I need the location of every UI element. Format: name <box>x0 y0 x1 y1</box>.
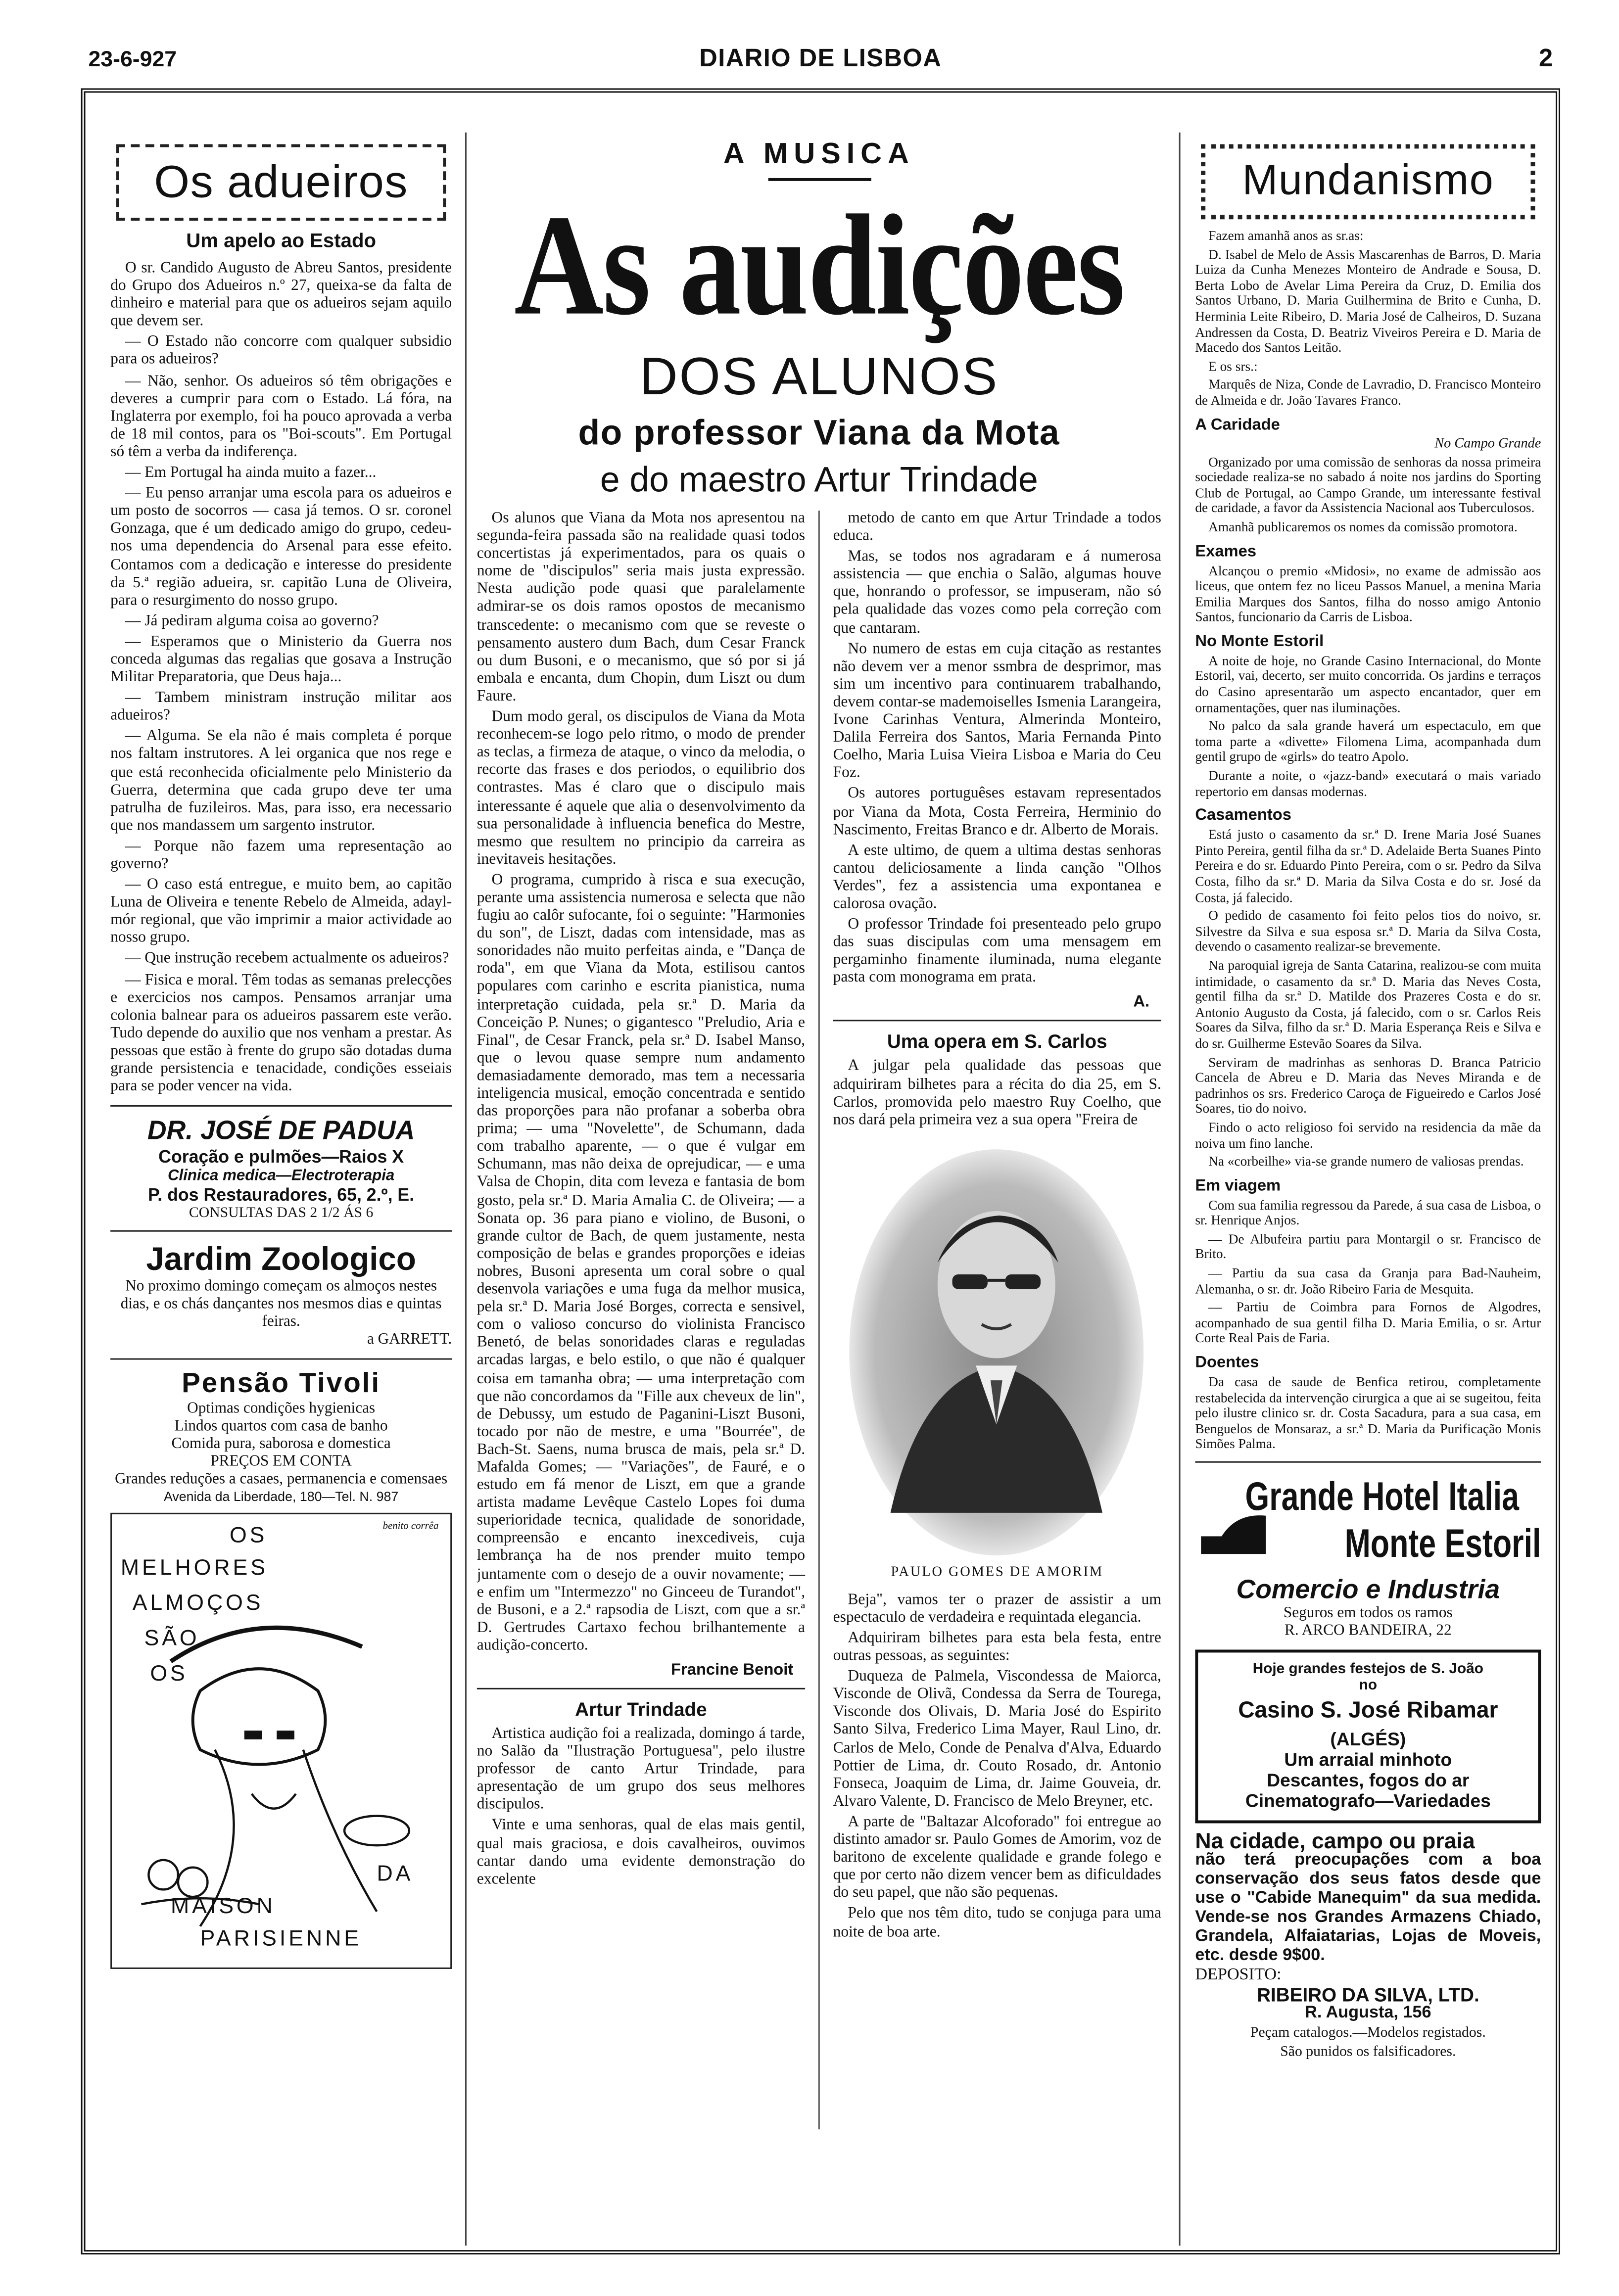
ad-text: No proximo domingo começam os almoços nestes dias, e os chás dançantes nos mesmos dias e quintas feiras. <box>120 1279 442 1331</box>
ad-line: (ALGÉS) <box>1330 1729 1406 1750</box>
article-body <box>110 260 452 1096</box>
section-title: Mundanismo <box>1242 157 1494 205</box>
paragraph: — Alguma. Se ela não é mais completa é porque nos faltam instrutores. A lei organica que nos rege e que está reconhecida oficialmente pelo Ministerio da Guerra, determina que cada grupo deve ter uma patrulha de fuzileiros. Mas, para isso, era necessario que nos mandassem um sargento instrutor. <box>110 729 452 835</box>
article-viana-da-mota <box>477 511 805 1892</box>
column-rule <box>1179 133 1181 2246</box>
paragraph: A julgar pela qualidade das pessoas que adquiriram bilhetes para a récita do dia 25, em S. Carlos, promovida pelo maestro Ruy Coelho, que nos dará pela primeira vez a sua opera "Freira de <box>833 1059 1161 1128</box>
paragraph: Marquês de Niza, Conde de Lavradio, D. Francisco Monteiro de Almeida e dr. João Tavares Franco. <box>1195 377 1541 408</box>
ad-line: Lindos quartos com casa de banho <box>174 1419 388 1435</box>
section-heading: A MUSICA <box>723 138 915 171</box>
masthead <box>88 41 1553 85</box>
newspaper-name: DIARIO DE LISBOA <box>699 44 942 72</box>
ad-line: Seguros em todos os ramos <box>1283 1605 1453 1622</box>
paragraph: — Partiu de Coimbra para Fornos de Algodres, acompanhado de sua gentil filha D. Maria Emilia, o sr. Artur Corte Real Pais de Faria. <box>1195 1300 1541 1346</box>
paragraph: A noite de hoje, no Grande Casino Internacional, do Monte Estoril, vai, decerto, ser muito concorrida. Os jardins e terraços do Casino apresentarão um aspecto encantador, quer em ornamentações, quer nas iluminações. <box>1195 653 1541 715</box>
section-title: Os adueiros <box>154 156 408 208</box>
article-heading: Artur Trindade <box>575 1698 707 1721</box>
paragraph: Organizado por uma comissão de senhoras da nossa primeira sociedade realiza-se no sabado á noite nos jardins do Sporting Club de Portugal, ao Campo Grande, um interessante festival de caridade, a favor da Assistencia Nacional aos Tuberculosos. <box>1195 454 1541 516</box>
divider <box>1195 1461 1541 1463</box>
paragraph: O sr. Candido Augusto de Abreu Santos, presidente do Grupo dos Adueiros n.º 27, queixa-se da falta de dinheiro e material para que os adueiros sejam aquilo que devem ser. <box>110 260 452 330</box>
illus-text: DA <box>377 1862 414 1887</box>
paragraph: — Que instrução recebem actualmente os adueiros? <box>125 951 449 968</box>
paragraph: Serviram de madrinhas as senhoras D. Branca Patricio Cancela de Abreu e D. Maria das Neves Miranda e de padrinhos os srs. Frederico Caroça de Figueiredo e Carlos José Soares, tio do noivo. <box>1195 1054 1541 1116</box>
ad-name: Jardim Zoologico <box>146 1241 416 1278</box>
ad-tivoli <box>110 1369 452 1504</box>
column-rule <box>818 511 820 2129</box>
ad-line: Clinica medica—Electroterapia <box>168 1167 395 1185</box>
paragraph: — Fisica e moral. Têm todas as semanas prelecções e exercicios nos campos. Pensamos arranjar uma colonia balnear para os adueiros passarem este verão. Tudo depende do auxilio que nos venham a prestar. As pessoas que estão à frente do grupo são dotadas duma grande persistencia e tenacidade, condições esseiais para se poder vencer na vida. <box>110 972 452 1095</box>
paragraph: Os alunos que Viana da Mota nos apresentou na segunda-feira passada são na realidade quasi todos concertistas já experimentados, para os quais o nome de "discipulos" seria mais justa expressão. Nesta audição pode quasi que paralelamente admirar-se os dois ramos opostos de mecanismo transcedente: o mecanismo com que se reveste o pensamento austero dum Bach, dum Cesar Franck ou dum Busoni, e o mecanismo, que só por si já embala e encanta, dum Chopin, dum Liszt ou dum Faure. <box>476 511 806 705</box>
divider <box>477 1688 805 1689</box>
ad-text: não terá preocupações com a boa conservação dos seus fatos desde que use o "Cabide Manequim" da sua medida. Vende-se nos Grandes Armazens Chiado, Grandela, Alfaiatarias, Lojas de Moveis, etc. desde 9$00. <box>1195 1851 1541 1965</box>
paragraph: Amanhã publicaremos os nomes da comissão promotora. <box>1208 519 1518 534</box>
ad-line: Hoje grandes festejos de S. João <box>1252 1661 1483 1678</box>
paragraph: — De Albufeira partiu para Montargil o sr. Francisco de Brito. <box>1195 1231 1541 1262</box>
subsection-heading: A Caridade <box>1195 416 1280 434</box>
center-column <box>477 133 1161 2246</box>
paragraph: No palco da sala grande haverá um espectaculo, em que toma parte a «divette» Filomena Lima, acompanhada dum gentil grupo de «girls» do teatro Apolo. <box>1195 718 1541 765</box>
paragraph: Beja", vamos ter o prazer de assistir a um espectaculo de verdadeira e requintada elegancia. <box>833 1592 1161 1626</box>
paragraph: A este ultimo, de quem a ultima destas senhoras cantou deliciosamente a linda canção "Olhos Verdes", fez a assistencia uma expontanea e calorosa ovação. <box>833 843 1161 913</box>
subsection-heading: Casamentos <box>1195 806 1291 825</box>
subheadline: DOS ALUNOS <box>639 346 999 406</box>
divider <box>110 1106 452 1107</box>
paragraph: Artistica audição foi a realizada, domingo á tarde, no Salão da "Ilustração Portuguesa", pelo ilustre professor de canto Artur Trindade, para apresentação de um grupo dos seus melhores discipulos. <box>476 1726 806 1814</box>
article-artur-trindade <box>833 511 1161 1945</box>
paragraph: Alcançou o premio «Midosi», no exame de admissão aos liceus, que ontem fez no liceu Passos Manuel, a menina Maria Emilia Marques dos Santos, filha do nosso amigo Antonio Santos, funcionario da Carris de Lisboa. <box>1195 562 1541 625</box>
right-column <box>1195 133 1541 2246</box>
paragraph: — Não, senhor. Os adueiros só têm obrigações e deveres a cumprir para com o Estado. Lá fóra, na Inglaterra por exemplo, foi ha pouco aprovada a verba de 18 mil contos, para os "Boi-scouts". Em Portugal só têm a verba da indiferença. <box>110 373 452 461</box>
ad-grande-hotel <box>1195 1474 1541 1565</box>
byline: Francine Benoit <box>671 1661 794 1679</box>
photo-caption: PAULO GOMES DE AMORIM <box>891 1565 1104 1581</box>
illustrator-credit: benito corrêa <box>382 1520 439 1533</box>
paragraph: A parte de "Baltazar Alcoforado" foi entregue ao distinto amador sr. Paulo Gomes de Amorim, voz de baritono de excelente qualidade e grande folego e que por certo não dizem vencer bem as dificuldades do seu papel, que não são pequenas. <box>833 1814 1161 1902</box>
ad-padua <box>110 1116 452 1221</box>
paragraph: — Porque não fazem uma representação ao governo? <box>110 839 452 873</box>
maison-parisienne-illustration <box>110 1513 452 1969</box>
paragraph: Durante a noite, o «jazz-band» executará o mais variado repertorio em dansas modernas. <box>1195 768 1541 799</box>
paragraph: O pedido de casamento foi feito pelos tios do noivo, sr. Silvestre da Silva e sua esposa sr.ª D. Maria da Silva Costa, devendo o casamento realizar-se brevemente. <box>1195 908 1541 954</box>
ad-address: R. Augusta, 156 <box>1305 2004 1431 2022</box>
divider <box>767 178 870 181</box>
article-heading: Uma opera em S. Carlos <box>887 1031 1107 1053</box>
paragraph: metodo de canto em que Artur Trindade a todos educa. <box>833 511 1161 545</box>
page-number: 2 <box>1538 44 1553 72</box>
ad-line: Coração e pulmões—Raios X <box>158 1146 404 1168</box>
paragraph: — Tambem ministram instrução militar aos adueiros? <box>110 690 452 725</box>
subsection-heading: No Monte Estoril <box>1195 632 1324 651</box>
paragraph: D. Isabel de Melo de Assis Mascarenhas de Barros, D. Maria Luiza da Cunha Menezes Monteiro de Andrade e Sousa, D. Berta Lobo de Avelar Lima Pereira da Cruz, D. Emilia dos Santos Urbano, D. Maria Guilhermina de Brito e Cunha, D. Herminia Leite Ribeiro, D. Maria José de Calheiros, D. Suzana Andressen da Costa, D. Beatriz Viveiros Pereira e D. Maria de Macedo dos Santos Leitão. <box>1195 246 1541 355</box>
article-kicker: Um apelo ao Estado <box>186 230 377 252</box>
ad-comercio <box>1195 1575 1541 1641</box>
paragraph: Pelo que nos têm dito, tudo se conjuga para uma noite de boa arte. <box>833 1906 1161 1940</box>
ad-name: Comercio e Industria <box>1236 1574 1500 1604</box>
ad-name: Pensão Tivoli <box>182 1368 381 1400</box>
paragraph: — Esperamos que o Ministerio da Guerra nos conceda algumas das regalias que gosava a Instrução Militar Preparatoria, que Deus haja... <box>110 634 452 686</box>
paragraph: Adquiriram bilhetes para esta bela festa, entre outras pessoas, as seguintes: <box>833 1630 1161 1665</box>
paragraph: — O caso está entregue, e muito bem, ao capitão Luna de Oliveira e tenente Rebelo de Almeida, adayl-mór regional, que vão imprimir a maior actividade ao nosso grupo. <box>110 877 452 947</box>
paragraph: No numero de estas em cuja citação as restantes não devem ver a menor ssmbra de desprimor, mas sim um incentivo para continuarem trabalhando, devem contar-se mademoiselles Ismenia Larangeira, Ivone Carinhas Ventura, Almerinda Monteiro, Dalila Ferreira dos Santos, Maria Fernanda Pinto Coelho, Maria Luisa Vieira Lisboa e Maria do Ceu Foz. <box>833 641 1161 782</box>
paragraph: O programa, cumprido à risca e sua execução, perante uma assistencia numerosa e selecta que não fugiu ao calôr sufocante, foi o seguinte: "Harmonies du son", de Liszt, dadas com intensidade, mas as sonoridades não muito perfeitas ainda, e "Dança de roda", em que Viana da Mota, estilisou cantos populares com carinho e escrita pianistica, numa interpretação cuidada, pela sr.ª D. Maria da Conceição P. Nunes; o gigantesco "Preludio, Aria e Final", de Cesar Franck, pela sr.ª D. Isabel Manso, que o levou quase sempre num andamento demasiadamente demorado, mas tem a necessaria inteligencia musical, emoção concentrada e sentido das proporções para não profanar a soberba obra prima; — uma "Novelette", de Schumann, dada com trabalho aparente, — o que é vulgar em Schumann, mas não deixa de oprejudicar, — e uma Valsa de Chopin, dita com leveza e fantasia de bom gosto, pela sr.ª D. Maria Amalia C. de Oliveira; — a Sonata op. 36 para piano e violino, de Busoni, o grande cultor de Bach, de quem justamente, nesta composição de belas e grandes proporções e ideias nobres, Busoni apresenta um coral sobre o qual desenvola variações e uma fuga da melhor musica, pela sr.ª D. Maria José Borges, correcta e sensivel, com o valioso concurso do violinista Francisco Benetó, de belas sonoridades claras e reguladas arcadas largas, e belo estilo, o que não é qualquer coisa em tamanha obra; — uma interpretação com que não concordamos da "Fille aux cheveux de lin", de Debussy, um estudo de Paganini-Liszt Busoni, tocado por não de mestre, e uma "Bourrée", de Bach-St. Saens, numa brusca de mais, pela sr.ª D. Mafalda Gomes; — "Variações", de Fauré, e o estudo em fá menor de Liszt, em que a grande artista madame Levêque Castelo Lopes foi duma superioridade tecnica, qualidade de sonoridade, compreensão e encanto inexcediveis, cuja lembrança ha de nos prender muito tempo juntamente com o desejo de a ouvir novamente; — e enfim um "Intermezzo" no Ginceeu de Turandot", de Busoni, e a 2.ª rapsodia de Liszt, com que a sr.ª D. Gertrudes Cartaxo fechou brilhantemente a audição-concerto. <box>476 872 806 1654</box>
subsection-subheading: No Campo Grande <box>1434 436 1541 451</box>
portrait-image <box>846 1145 1148 1560</box>
article-columns <box>477 511 1161 2129</box>
subsection-heading: Doentes <box>1195 1354 1259 1372</box>
ad-zoologico <box>110 1241 452 1350</box>
paragraph: Com sua familia regressou da Parede, á sua casa de Lisboa, o sr. Henrique Anjos. <box>1195 1197 1541 1228</box>
paragraph: Da casa de saude de Benfica retirou, completamente restabelecida da intervenção cirurgica a que ai se sugeitou, feita pelo ilustre clinico sr. dr. Costa Sacadura, para a sua casa, em Benguelos de Monsaraz, a sr.ª D. Maria da Purificação Monis Simões Palma. <box>1195 1374 1541 1452</box>
illus-text: MAISON <box>171 1894 276 1920</box>
paragraph: E os srs.: <box>1208 359 1258 374</box>
subheadline: do professor Viana da Mota <box>578 413 1060 454</box>
divider <box>110 1359 452 1360</box>
divider <box>110 1230 452 1232</box>
portrait-photo <box>846 1145 1148 1560</box>
ad-heading: Na cidade, campo ou praia <box>1195 1829 1475 1854</box>
ad-line: P. dos Restauradores, 65, 2.º, E. <box>148 1185 415 1206</box>
paragraph: Os autores portuguêses estavam representados por Viana da Mota, Costa Ferreira, Herminio do Nascimento, Freitas Branco e dr. Alberto de Morais. <box>833 786 1161 839</box>
subsection-heading: Em viagem <box>1195 1176 1281 1195</box>
ad-name: Grande Hotel Italia <box>1245 1474 1519 1519</box>
ad-line: Peçam catalogos.—Modelos registados. <box>1250 2024 1486 2041</box>
divider <box>833 1021 1161 1022</box>
paragraph: Fazem amanhã anos as sr.as: <box>1208 228 1364 243</box>
paragraph: Dum modo geral, os discipulos de Viana da Mota reconhecem-se logo pelo ritmo, o modo de prender as teclas, a firmeza de ataque, o vinco da melodia, o recorte das frases e dos periodos, o equilibrio dos contrastes. Mas é claro que o discipulo mais interessante é aquele que alia o desenvolvimento da sua personalidade à influencia benefica do Mestre, mesmo que resultem no principio da carreira as inevitaveis hesitações. <box>476 709 806 868</box>
illustration-drawing <box>112 1514 450 1965</box>
illus-text: OS <box>230 1523 268 1548</box>
ad-line: São punidos os falsificadores. <box>1280 2044 1456 2061</box>
paragraph: Na «corbeilhe» via-se grande numero de valiosas prendas. <box>1208 1154 1524 1169</box>
ad-line: Grandes reduções a casaes, permanencia e comensaes <box>115 1472 448 1488</box>
ad-name: DR. JOSÉ DE PADUA <box>147 1116 415 1145</box>
paragraph: Mas, se todos nos agradaram e á numerosa assistencia — que enchia o Salão, algumas houve que, honrando o professor, se impuseram, não só pela qualidade das vozes como pela correção com que cantaram. <box>833 549 1161 637</box>
ad-line: R. ARCO BANDEIRA, 22 <box>1285 1623 1452 1640</box>
ad-line: CONSULTAS DAS 2 1/2 ÁS 6 <box>189 1205 374 1222</box>
headline: As audições <box>514 187 1124 346</box>
issue-date: 23-6-927 <box>88 47 177 72</box>
paragraph: Findo o acto religioso foi servido na residencia da mãe da noiva um fino lanche. <box>1195 1120 1541 1150</box>
paragraph: Duqueza de Palmela, Viscondessa de Maiorca, Visconde de Olivã, Condessa da Serra de Tourega, Visconde dos Olivais, D. Maria José do Espirito Santo Silva, Frederico Lima Mayer, Raul Lino, dr. Carlos de Melo, Conde de Penalva d'Alva, Eduardo Pottier de Lima, dr. Couto Rosado, dr. Antonio Fonseca, Joaquim de Lima, dr. Jaime Gouveia, dr. Alvaro Valente, D. Francisco de Melo Breyner, etc. <box>833 1669 1161 1810</box>
illus-text: OS <box>150 1661 188 1687</box>
ad-line: Cinematografo—Variedades <box>1245 1791 1491 1812</box>
society-column <box>1195 228 1541 1453</box>
section-box <box>116 144 446 221</box>
paragraph: Na paroquial igreja de Santa Catarina, realizou-se com muita intimidade, o casamento da sr.ª D. Maria das Neves Costa, gentil filha da sr.ª D. Matilde dos Prazeres Costa e do sr. Antonio Augusto da Costa, já falecido, com o sr. Carlos Reis Soares da Silva, filho da sr.ª D. Maria Esperança Reis e Silva e do sr. Guilherme Estevão Soares da Silva. <box>1195 958 1541 1051</box>
paragraph: Está justo o casamento da sr.ª D. Irene Maria José Suanes Pinto Pereira, gentil filha da sr.ª D. Adelaide Berta Suanes Pinto Pereira e do sr. Eduardo Pinto Pereira, com o sr. Pedro da Silva Costa, filho da sr.ª D. Maria da Silva Costa e do sr. José da Costa, já falecido. <box>1195 827 1541 905</box>
illus-text: PARISIENNE <box>200 1926 362 1952</box>
paragraph: — Já pediram alguma coisa ao governo? <box>125 613 379 630</box>
ad-line: Descantes, fogos do ar <box>1267 1770 1470 1791</box>
illus-text: ALMOÇOS <box>132 1591 264 1616</box>
ad-firm: RIBEIRO DA SILVA, LTD. <box>1256 1983 1479 2006</box>
paragraph: — Partiu da sua casa da Granja para Bad-Nauheim, Alemanha, o sr. dr. João Ribeiro Faria de Mesquita. <box>1195 1265 1541 1296</box>
paragraph: — O Estado não concorre com qualquer subsidio para os adueiros? <box>110 334 452 369</box>
subheadline: e do maestro Artur Trindade <box>600 461 1038 501</box>
ad-signature: a GARRETT. <box>367 1332 452 1349</box>
section-box <box>1201 144 1535 220</box>
ad-line: Optimas condições hygienicas <box>187 1401 376 1418</box>
subsection-heading: Exames <box>1195 542 1257 560</box>
ad-cabide-manequim <box>1195 1829 1541 2062</box>
ad-casino <box>1195 1649 1541 1823</box>
illus-text: MELHORES <box>120 1555 268 1581</box>
ad-name: Casino S. José Ribamar <box>1238 1698 1498 1724</box>
left-column <box>110 133 452 2246</box>
paragraph: Vinte e uma senhoras, qual de elas mais gentil, qual mais graciosa, e dois cavalheiros, ouvimos cantar dando uma evidente demonstração do excelente <box>476 1818 806 1888</box>
ad-line: PREÇOS EM CONTA <box>210 1454 352 1471</box>
ad-line: Avenida da Liberdade, 180—Tel. N. 987 <box>163 1489 399 1504</box>
ad-line: Comida pura, saborosa e domestica <box>171 1436 391 1453</box>
byline: A. <box>1133 994 1150 1012</box>
ad-location: Monte Estoril <box>1344 1521 1541 1566</box>
column-rule <box>465 133 467 2246</box>
paragraph: — Em Portugal ha ainda muito a fazer... <box>125 465 377 481</box>
ad-line: no <box>1359 1677 1378 1694</box>
ad-line: DEPOSITO: <box>1195 1966 1282 1984</box>
paragraph: — Eu penso arranjar uma escola para os adueiros e um posto de socorros — casa já temos. O sr. coronel Gonzaga, que é um dedicado amigo do grupo, cedeu-nos uma dependencia do Arsenal para esse efeito. Contamos com a dedicação e interesse do presidente da 5.ª região adueira, sr. capitão Luna de Oliveira, para o resurgimento do nosso grupo. <box>110 485 452 609</box>
ad-line: Um arraial minhoto <box>1284 1749 1452 1771</box>
illus-text: SÃO <box>144 1626 200 1652</box>
paragraph: O professor Trindade foi presenteado pelo grupo das suas discipulas com uma mensagem em pergaminho finamente iluminada, numa elegante pasta com monograma em prata. <box>833 917 1161 986</box>
